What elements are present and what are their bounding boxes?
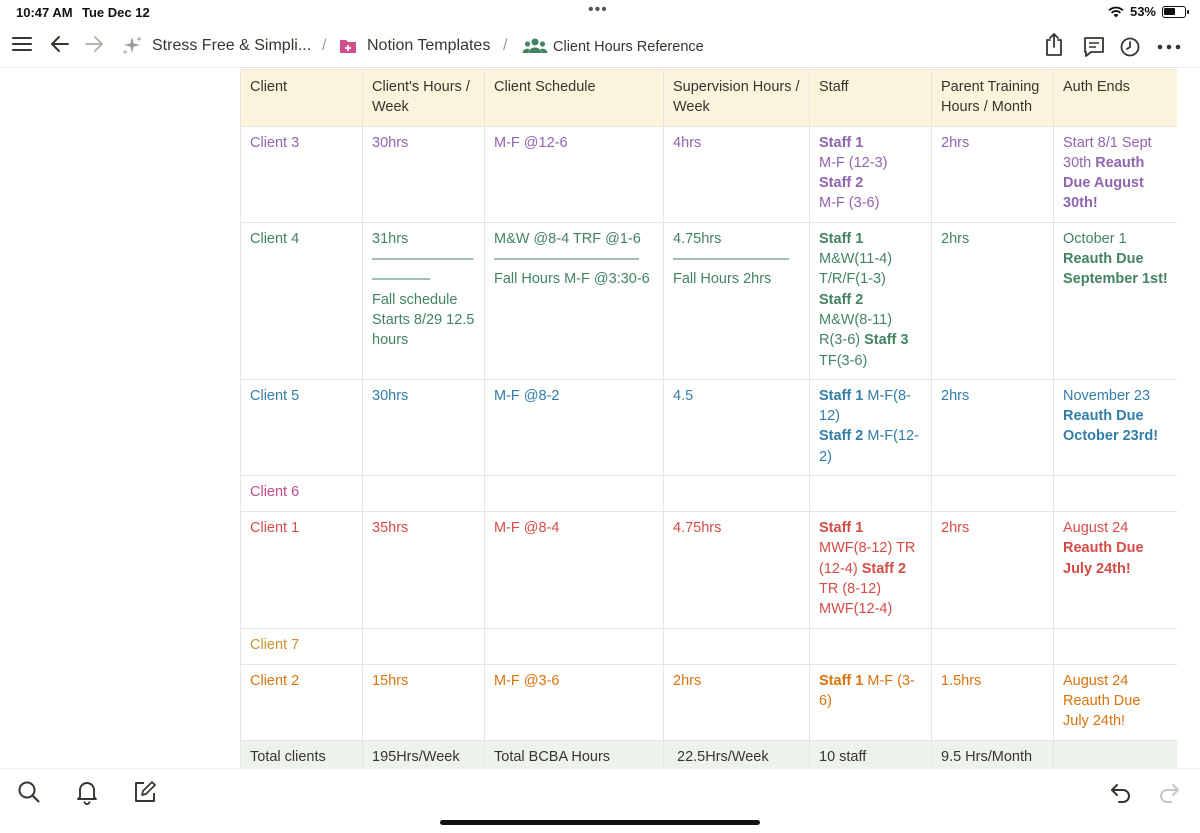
table-cell[interactable]: 15hrs	[363, 664, 485, 740]
clock-icon[interactable]	[1118, 35, 1142, 59]
staff-schedule: M-F (3-6)	[819, 195, 880, 212]
table-row	[241, 222, 1178, 379]
table-cell[interactable]	[810, 628, 932, 664]
table-cell[interactable]	[1054, 126, 1178, 222]
table-cell[interactable]: 22.5Hrs/Week	[664, 740, 810, 768]
table-cell[interactable]	[1054, 664, 1178, 740]
table-cell[interactable]: 2hrs	[932, 126, 1054, 222]
staff-name: Staff 1	[819, 134, 864, 151]
staff-schedule: TF(3-6)	[819, 352, 868, 369]
breadcrumb-3[interactable]: Client Hours Reference	[553, 39, 704, 55]
table-row	[241, 476, 1178, 512]
auth-start: November 23	[1063, 387, 1151, 404]
staff-schedule: M-F(8-12)	[819, 387, 911, 425]
staff-schedule: M&W(11-4) T/R/F(1-3)	[819, 251, 893, 288]
breadcrumb-2[interactable]: Notion Templates	[367, 37, 491, 54]
table-cell[interactable]: 2hrs	[932, 379, 1054, 475]
table-cell[interactable]	[1054, 740, 1178, 768]
column-header[interactable]: Supervision Hours / Week	[664, 70, 810, 127]
table-cell[interactable]	[485, 222, 664, 379]
client-hours-table	[240, 69, 1177, 768]
arrow-left-icon[interactable]	[48, 32, 72, 56]
table-cell[interactable]	[810, 512, 932, 628]
fall-schedule: ——————————Fall Hours M-F @3:30-6	[494, 251, 650, 288]
table-cell[interactable]: Client 7	[241, 628, 363, 664]
staff-name: Staff 1	[819, 672, 864, 689]
table-cell[interactable]	[1054, 476, 1178, 512]
table-cell[interactable]: Client 6	[241, 476, 363, 512]
supervision-main: 4.75hrs	[673, 230, 722, 247]
hamburger-icon[interactable]	[10, 32, 34, 56]
battery-icon	[1162, 6, 1186, 18]
divider-line: ————————	[673, 251, 789, 268]
ellipsis-icon[interactable]	[1156, 35, 1182, 59]
auth-start: October 1	[1063, 230, 1127, 247]
auth-start: August 24	[1063, 672, 1129, 689]
reauth-due: Reauth Due October 23rd!	[1063, 408, 1159, 445]
column-header[interactable]: Parent Training Hours / Month	[932, 70, 1054, 127]
battery-percent: 53%	[1129, 4, 1156, 19]
bell-icon[interactable]	[74, 779, 100, 810]
table-cell[interactable]	[1054, 222, 1178, 379]
table-cell[interactable]	[810, 222, 932, 379]
staff-name: Staff 2	[819, 428, 864, 445]
staff-schedule: M&W(8-11) R(3-6)	[819, 311, 893, 349]
table-cell[interactable]	[810, 126, 932, 222]
table-cell[interactable]: Client 3	[241, 126, 363, 222]
table-cell[interactable]: 9.5 Hrs/Month	[932, 740, 1054, 768]
staff-schedule: M-F (3-6)	[819, 672, 915, 709]
status-date: Tue Dec 12	[82, 5, 150, 20]
table-cell[interactable]	[810, 379, 932, 475]
folder-icon	[338, 36, 358, 56]
table-cell[interactable]	[1054, 512, 1178, 628]
table-row	[241, 664, 1178, 740]
table-cell[interactable]: Total BCBA Hours	[485, 740, 664, 768]
staff-name: Staff 1	[819, 387, 864, 404]
staff-schedule: M-F (12-3)	[819, 154, 888, 171]
table-cell[interactable]	[1054, 628, 1178, 664]
reauth-due: Reauth Due August 30th!	[1063, 154, 1145, 212]
table-cell[interactable]: M-F @3-6	[485, 664, 664, 740]
schedule-main: M&W @8-4 TRF @1-6	[494, 230, 641, 247]
table-cell[interactable]: 4.5	[664, 379, 810, 475]
table-cell[interactable]: 35hrs	[363, 512, 485, 628]
table-cell[interactable]: 30hrs	[363, 126, 485, 222]
staff-name: Staff 3	[864, 332, 909, 349]
table-cell[interactable]	[363, 476, 485, 512]
breadcrumb-1[interactable]: Stress Free & Simpli...	[152, 37, 312, 54]
reauth-due: Reauth Due September 1st!	[1063, 251, 1168, 288]
totals-row	[241, 740, 1178, 768]
table-cell[interactable]: 10 staff	[810, 740, 932, 768]
staff-schedule: TR (8-12) MWF(12-4)	[819, 580, 893, 618]
table-cell[interactable]	[1054, 379, 1178, 475]
multitasking-dots-icon[interactable]: •••	[588, 1, 608, 18]
table-cell[interactable]	[810, 664, 932, 740]
breadcrumb-separator: /	[322, 37, 327, 54]
arrow-right-icon[interactable]	[82, 32, 106, 56]
search-icon[interactable]	[16, 779, 42, 810]
column-header[interactable]: Staff	[810, 70, 932, 127]
table-cell[interactable]	[363, 628, 485, 664]
table-cell[interactable]: 30hrs	[363, 379, 485, 475]
table-cell[interactable]: M-F @12-6	[485, 126, 664, 222]
staff-name: Staff 2	[819, 291, 864, 308]
share-icon[interactable]	[1042, 32, 1066, 58]
table-row	[241, 126, 1178, 222]
auth-start: Start 8/1 Sept 30th	[1063, 134, 1152, 171]
table-cell[interactable]	[664, 476, 810, 512]
table-cell[interactable]: 4hrs	[664, 126, 810, 222]
table-cell[interactable]: Client 4	[241, 222, 363, 379]
table-cell[interactable]	[363, 222, 485, 379]
table-cell[interactable]: 2hrs	[664, 664, 810, 740]
table-cell[interactable]	[485, 476, 664, 512]
auth-start: August 24	[1063, 520, 1129, 537]
fall-hours: Fall Hours 2hrs	[673, 271, 772, 288]
staff-name: Staff 2	[819, 175, 864, 192]
home-indicator[interactable]	[440, 820, 760, 825]
table-cell[interactable]: 195Hrs/Week	[363, 740, 485, 768]
table-cell[interactable]	[485, 628, 664, 664]
table-cell[interactable]: M-F @8-2	[485, 379, 664, 475]
table-header-row	[241, 70, 1178, 127]
status-right	[1108, 4, 1186, 19]
sparkle-icon	[120, 35, 144, 57]
staff-schedule: M-F(12-2)	[819, 428, 919, 465]
table-row	[241, 379, 1178, 475]
table-cell[interactable]	[932, 628, 1054, 664]
comment-icon[interactable]	[1082, 35, 1106, 59]
staff-name: Staff 1	[819, 230, 864, 247]
table-cell[interactable]: 4.75hrs	[664, 512, 810, 628]
top-nav	[0, 26, 1200, 68]
table-cell[interactable]: 1.5hrs	[932, 664, 1054, 740]
table-cell[interactable]	[932, 476, 1054, 512]
column-header[interactable]: Client Schedule	[485, 70, 664, 127]
table-cell[interactable]: M-F @8-4	[485, 512, 664, 628]
table-row	[241, 512, 1178, 628]
wifi-icon	[1108, 6, 1124, 18]
column-header[interactable]: Client	[241, 70, 363, 127]
status-bar	[0, 0, 1200, 24]
column-header[interactable]: Auth Ends	[1054, 70, 1178, 127]
staff-name: Staff 2	[861, 560, 907, 577]
staff-name: Staff 1	[819, 520, 864, 537]
table-cell[interactable]: 2hrs	[932, 512, 1054, 628]
reauth-due: Reauth Due July 24th!	[1063, 540, 1144, 577]
fall-schedule-note: Fall schedule Starts 8/29 12.5 hours	[372, 291, 475, 349]
staff-schedule: MWF(8-12) TR (12-4)	[819, 540, 916, 577]
breadcrumb-separator: /	[503, 37, 508, 54]
table-cell[interactable]: Client 1	[241, 512, 363, 628]
undo-icon[interactable]	[1108, 779, 1134, 810]
table-cell[interactable]	[664, 628, 810, 664]
table-cell[interactable]	[664, 222, 810, 379]
table-cell[interactable]: Client 2	[241, 664, 363, 740]
divider-line: ———————————	[372, 251, 474, 288]
table-cell[interactable]	[810, 476, 932, 512]
compose-icon[interactable]	[132, 779, 158, 810]
people-icon	[522, 36, 548, 56]
redo-icon[interactable]	[1156, 779, 1182, 810]
table-row	[241, 628, 1178, 664]
table-cell[interactable]: Client 5	[241, 379, 363, 475]
hours-main: 31hrs	[372, 230, 409, 247]
reauth-due: Reauth Due July 24th!	[1063, 692, 1141, 730]
status-time: 10:47 AM	[16, 5, 73, 20]
column-header[interactable]: Client's Hours / Week	[363, 70, 485, 127]
table-cell[interactable]: 2hrs	[932, 222, 1054, 379]
table-cell[interactable]: Total clients	[241, 740, 363, 768]
